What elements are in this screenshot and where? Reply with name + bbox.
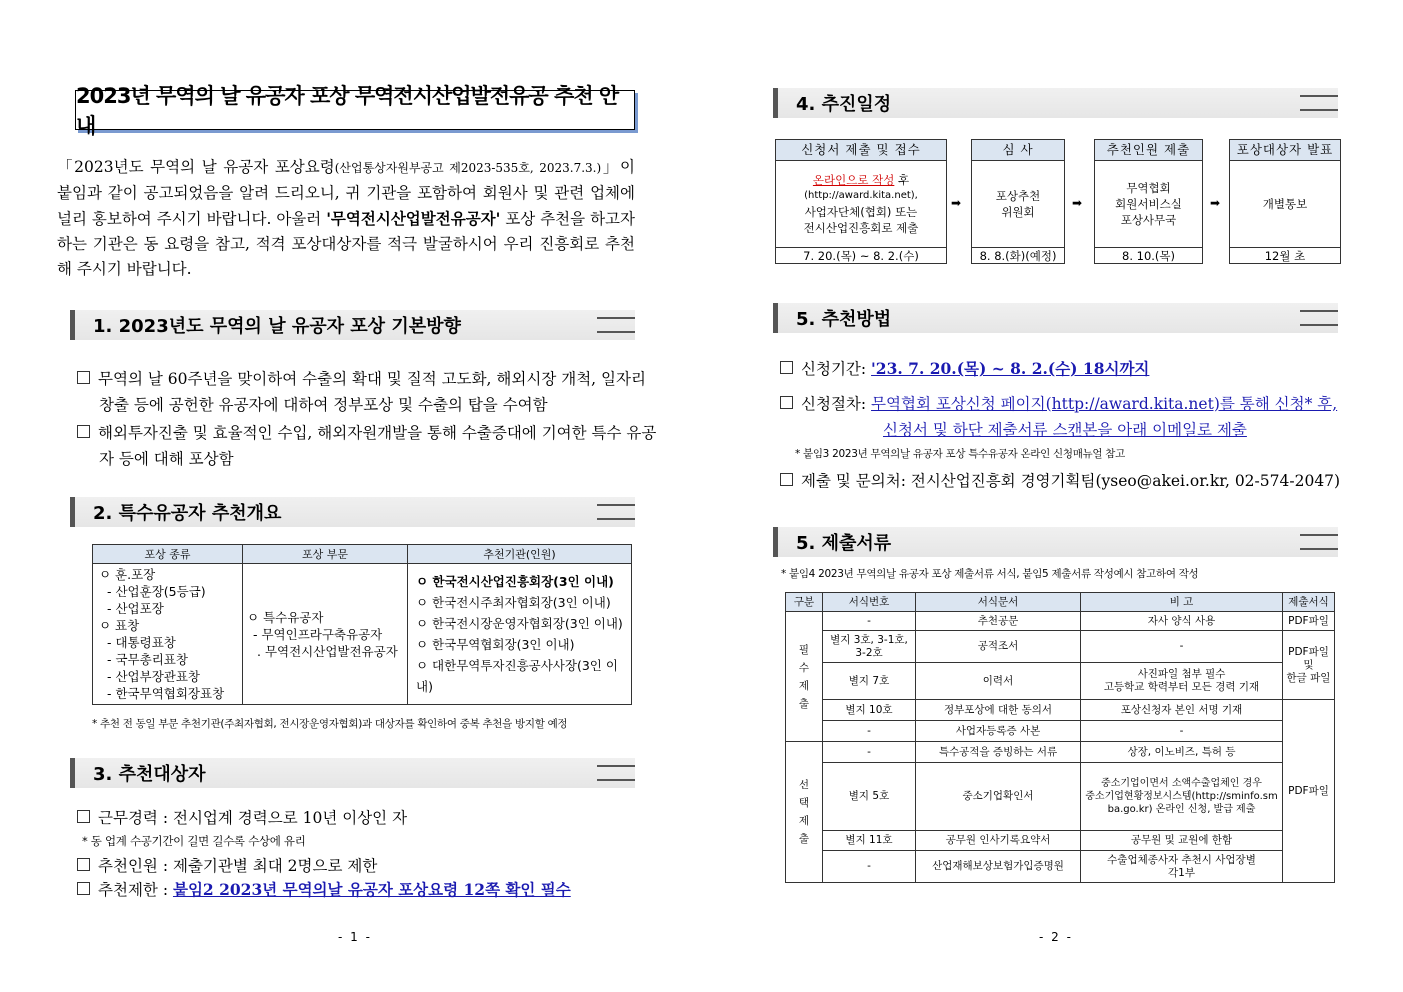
intro-paragraph: 「2023년도 무역의 날 유공자 포상요령(산업통상자원부공고 제2023-535호, 2023.7.3.)」이 붙임과 같이 공고되었음을 알려 드리오니, 귀 기관을 포함하여 회원사 및 관련 업체에 널리 홍보하여 주시기 바랍니다. 아울러 '무역전시산업발전유공자' 포상 추천을 하고자 하는 기관은 동 요령을 참고, 적격 포상대상자를 적극 발굴하시어 우리 진흥회로 추천해 주시기 바랍니다. <box>57 158 635 278</box>
section-5-docs-header: 5. 제출서류 <box>773 527 1338 557</box>
section-2-note: * 추천 전 동일 부문 추천기관(주최자협회, 전시장운영자협회)과 대상자를 확인하여 중복 추천을 방지할 예정 <box>92 718 568 730</box>
section-4-header: 4. 추진일정 <box>773 88 1338 118</box>
table-row: 별지 10호 정부포상에 대한 동의서 포상신청자 본인 서명 기재 PDF파일 <box>786 700 1335 721</box>
schedule-step-3: 추천인원 제출 무역협회 회원서비스실 포상사무국 8. 10.(목) <box>1094 139 1203 264</box>
document-title: 2023년 무역의 날 유공자 포상 무역전시산업발전유공 추천 안내 <box>75 90 635 130</box>
table-row: 필 수 제 출 - 추천공문 자사 양식 사용 PDF파일 <box>786 612 1335 631</box>
bullet-3-3: 추천제한 : 붙임2 2023년 무역의날 유공자 포상요령 12쪽 확인 필수 <box>77 877 571 903</box>
page-number: - 2 - <box>1039 930 1073 944</box>
schedule-step-2: 심 사 포상추천 위원회 8. 8.(화)(예정) <box>971 139 1065 264</box>
table-row: 별지 3호, 3-1호, 3-2호 공적조서 - PDF파일 및 한글 파일 <box>786 631 1335 663</box>
table-row: 별지 5호 중소기업확인서 중소기업이면서 소액수출업체인 경우 중소기업현황정보시스템(http://sminfo.smba.go.kr) 온라인 신청, 발급 제출 <box>786 763 1335 831</box>
section-5-docs-note: * 붙임4 2023년 무역의날 유공자 포상 제출서류 서식, 붙임5 제출서류 작성예시 참고하여 작성 <box>781 568 1199 580</box>
bullet-5-2: 신청절차: 무역협회 포상신청 페이지(http://award.kita.net)를 통해 신청* 후, <box>780 391 1337 417</box>
section-3-header: 3. 추천대상자 <box>70 758 635 788</box>
bullet-5-3: 제출 및 문의처: 전시산업진흥회 경영기획팀(yseo@akei.or.kr, 02-574-2047) <box>780 468 1340 494</box>
section-5-method-header: 5. 추천방법 <box>773 303 1338 333</box>
recommending-org-cell: ㅇ 한국전시산업진흥회장(3인 이내) ㅇ 한국전시주최자협회장(3인 이내) ㅇ 한국전시장운영자협회장(3인 이내) ㅇ 한국무역협회장(3인 이내) ㅇ 대한무역투자진흥공사사장(3인 이내) <box>408 564 632 705</box>
section-3-note: * 동 업계 수공기간이 길면 길수록 수상에 유리 <box>82 834 306 848</box>
arrow-right-icon: ➡ <box>1210 196 1221 210</box>
bullet-5-2-cont: 신청서 및 하단 제출서류 스캔본을 아래 이메일로 제출 <box>883 421 1247 439</box>
award-types-cell: ㅇ 훈.포장 - 산업훈장(5등급) - 산업포장 ㅇ 표창 - 대통령표창 - 국무총리표창 - 산업부장관표창 - 한국무역협회장표창 <box>93 564 243 705</box>
schedule-step-4: 포상대상자 발표 개별통보 12월 초 <box>1229 139 1341 264</box>
bullet-3-1: 근무경력 : 전시업계 경력으로 10년 이상인 자 <box>77 805 407 831</box>
section-2-header: 2. 특수유공자 추천개요 <box>70 497 635 527</box>
table-row: - 사업자등록증 사본 - <box>786 721 1335 742</box>
section-1-header: 1. 2023년도 무역의 날 유공자 포상 기본방향 <box>70 310 635 340</box>
page-1 <box>0 0 700 992</box>
bullet-1-2: 해외투자진출 및 효율적인 수입, 해외자원개발을 통해 수출증대에 기여한 특수 유공자 등에 대해 포상함 <box>77 420 659 472</box>
table-row: 별지 11호 공무원 인사기록요약서 공무원 및 교원에 한함 <box>786 831 1335 851</box>
schedule-step-1: 신청서 제출 및 접수 온라인으로 작성 후 (http://award.kita.net), 사업자단체(협회) 또는 전시산업진흥회로 제출 7. 20.(목) ~ 8. 2.(수) <box>775 139 947 264</box>
bullet-3-2: 추천인원 : 제출기관별 최대 2명으로 제한 <box>77 853 377 879</box>
arrow-right-icon: ➡ <box>951 196 962 210</box>
page-number: - 1 - <box>338 930 372 944</box>
section-5-method-note: * 붙임3 2023년 무역의날 유공자 포상 특수유공자 온라인 신청매뉴얼 참고 <box>795 448 1125 460</box>
award-overview-table: 포상 종류 포상 부문 추천기관(인원) ㅇ 훈.포장 - 산업훈장(5등급) - 산업포장 ㅇ 표창 - 대통령표창 - 국무총리표창 - 산업부장관표창 - 한국무역협회장표창 ㅇ 특수유공자 - 무역인프라구축유공자 . 무역전시산업발전유공자 ㅇ 한국전시산업진흥회장(3인 이내) ㅇ 한국전시주최자협회장(3인 이내) ㅇ 한국전시장운영자협회장(3인 이내) ㅇ 한국무역협회장(3인 이내) ㅇ 대한무역투자진흥공사사장(3인 이내) <box>92 544 632 705</box>
award-category-cell: ㅇ 특수유공자 - 무역인프라구축유공자 . 무역전시산업발전유공자 <box>243 564 408 705</box>
bullet-5-1: 신청기간: '23. 7. 20.(목) ~ 8. 2.(수) 18시까지 <box>780 356 1149 382</box>
page-2 <box>703 0 1403 992</box>
table-row: 별지 7호 이력서 사진파일 첨부 필수 고등학교 학력부터 모든 경력 기재 <box>786 663 1335 700</box>
bullet-1-1: 무역의 날 60주년을 맞이하여 수출의 확대 및 질적 고도화, 해외시장 개척, 일자리 창출 등에 공헌한 유공자에 대하여 정부포상 및 수출의 탑을 수여함 <box>77 366 659 418</box>
documents-table: 구분 서식번호 서식문서 비 고 제출서식 필 수 제 출 - 추천공문 자사 양식 사용 PDF파일 별지 3호, 3-1호, 3-2호 공적조서 - PDF파일 및 한글 파일 별지 7호 이력서 사진파일 첨부 필수 고등학교 학력부터 모든 경력 기재 별지 10호 정부포상에 대한 동의서 포상신청자 본인 서명 기재 PDF파일 - 사업자등록증 사본 - 선 택 제 출 - 특수공적을 증빙하는 서류 상장, 이노비즈, 특허 등 별지 5호 중소기업확인서 중소기업이면서 소액수출업체인 경우 중소기업현황정보시스템(http://sminfo.smba.go.kr) 온라인 신청, 발급 제출 별지 11호 공무원 인사기록요약서 공무원 및 교원에 한함 - 산업재해보상보험가입증명원 수출업체종사자 추천시 사업장별 각1부 <box>785 592 1335 883</box>
table-row: 선 택 제 출 - 특수공적을 증빙하는 서류 상장, 이노비즈, 특허 등 <box>786 742 1335 763</box>
table-row: - 산업재해보상보험가입증명원 수출업체종사자 추천시 사업장별 각1부 <box>786 851 1335 883</box>
arrow-right-icon: ➡ <box>1072 196 1083 210</box>
